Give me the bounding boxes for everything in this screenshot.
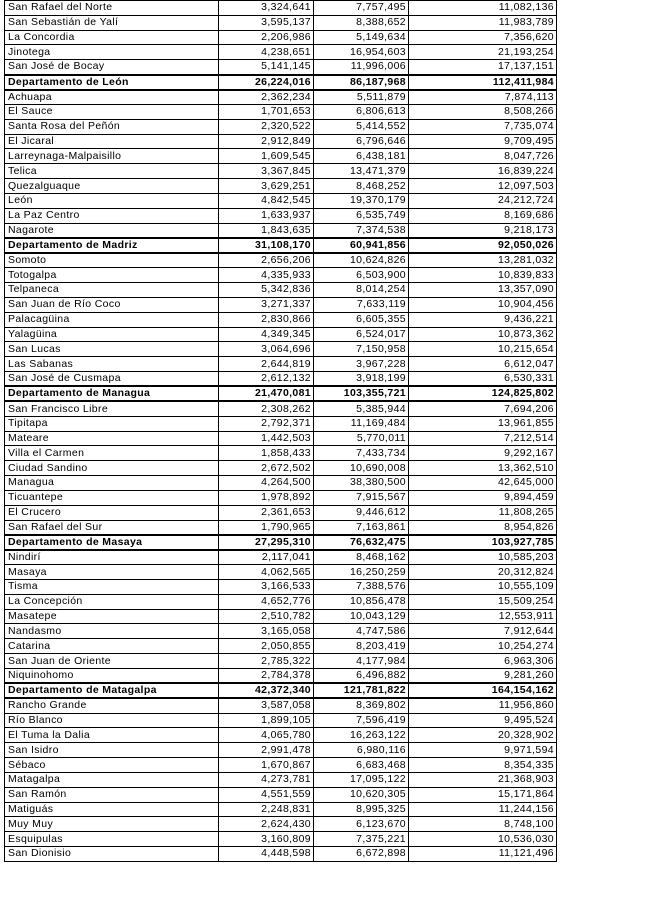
municipality-name-cell: Esquipulas (5, 832, 219, 847)
value-col2-cell: 4,177,984 (314, 654, 409, 669)
value-col1-cell: 1,899,105 (219, 713, 314, 728)
value-col1-cell: 4,448,598 (219, 847, 314, 862)
municipality-name-cell: Tipitapa (5, 416, 219, 431)
table-row (5, 446, 557, 461)
value-col1-cell: 4,842,545 (219, 193, 314, 208)
value-col1-cell: 2,320,522 (219, 119, 314, 134)
municipality-name-cell: San Dionisio (5, 847, 219, 862)
value-col3-cell: 16,839,224 (409, 164, 557, 179)
value-col1-cell: 5,342,836 (219, 283, 314, 298)
value-col3-cell: 7,912,644 (409, 624, 557, 639)
value-col3-cell: 8,748,100 (409, 817, 557, 832)
municipality-name-cell: Catarina (5, 639, 219, 654)
municipality-name-cell: Totogalpa (5, 268, 219, 283)
municipality-name-cell: El Tuma la Dalia (5, 728, 219, 743)
value-col1-cell: 1,609,545 (219, 149, 314, 164)
value-col1-cell: 3,165,058 (219, 624, 314, 639)
value-col1-cell: 2,117,041 (219, 550, 314, 565)
value-col1-cell: 2,792,371 (219, 416, 314, 431)
municipality-name-cell: Larreynaga-Malpaisillo (5, 149, 219, 164)
value-col3-cell: 9,709,495 (409, 134, 557, 149)
value-col3-cell: 11,983,789 (409, 15, 557, 30)
value-col1-cell: 4,551,559 (219, 787, 314, 802)
value-col3-cell: 7,735,074 (409, 119, 557, 134)
value-col3-cell: 11,808,265 (409, 505, 557, 520)
value-col3-cell: 10,555,109 (409, 579, 557, 594)
value-col3-cell: 9,281,260 (409, 668, 557, 683)
value-col2-cell: 6,503,900 (314, 268, 409, 283)
value-col1-cell: 2,362,234 (219, 90, 314, 105)
municipality-name-cell: San Francisco Libre (5, 401, 219, 416)
value-col2-cell: 4,747,586 (314, 624, 409, 639)
value-col3-cell: 17,137,151 (409, 60, 557, 75)
value-col1-cell: 2,784,378 (219, 668, 314, 683)
value-col2-cell: 7,374,538 (314, 223, 409, 238)
value-col3-cell: 103,927,785 (409, 535, 557, 550)
value-col1-cell: 1,701,653 (219, 104, 314, 119)
value-col1-cell: 4,264,500 (219, 476, 314, 491)
table-row (5, 134, 557, 149)
value-col2-cell: 7,633,119 (314, 297, 409, 312)
value-col2-cell: 76,632,475 (314, 535, 409, 550)
value-col1-cell: 2,785,322 (219, 654, 314, 669)
municipality-name-cell: Sébaco (5, 758, 219, 773)
value-col2-cell: 3,967,228 (314, 357, 409, 372)
table-row (5, 594, 557, 609)
department-total-row (5, 386, 557, 401)
value-col1-cell: 3,587,058 (219, 698, 314, 713)
table-row (5, 787, 557, 802)
department-total-row (5, 683, 557, 698)
value-col3-cell: 11,082,136 (409, 1, 557, 16)
table-row (5, 758, 557, 773)
value-col3-cell: 13,357,090 (409, 283, 557, 298)
table-row (5, 193, 557, 208)
value-col2-cell: 10,690,008 (314, 461, 409, 476)
table-row (5, 817, 557, 832)
value-col3-cell: 20,328,902 (409, 728, 557, 743)
value-col3-cell: 12,553,911 (409, 609, 557, 624)
table-row (5, 342, 557, 357)
municipality-name-cell: San Rafael del Norte (5, 1, 219, 16)
municipality-name-cell: Masaya (5, 565, 219, 580)
table-row (5, 401, 557, 416)
value-col2-cell: 5,385,944 (314, 401, 409, 416)
value-col1-cell: 4,065,780 (219, 728, 314, 743)
table-row (5, 372, 557, 387)
value-col2-cell: 121,781,822 (314, 683, 409, 698)
table-row (5, 253, 557, 268)
municipality-name-cell: El Sauce (5, 104, 219, 119)
value-col3-cell: 13,961,855 (409, 416, 557, 431)
value-col2-cell: 6,683,468 (314, 758, 409, 773)
value-col2-cell: 9,446,612 (314, 505, 409, 520)
value-col2-cell: 16,263,122 (314, 728, 409, 743)
municipality-name-cell: Río Blanco (5, 713, 219, 728)
value-col2-cell: 7,757,495 (314, 1, 409, 16)
value-col1-cell: 2,912,849 (219, 134, 314, 149)
value-col3-cell: 8,954,826 (409, 520, 557, 535)
value-col1-cell: 4,652,776 (219, 594, 314, 609)
value-col1-cell: 2,050,855 (219, 639, 314, 654)
value-col3-cell: 21,368,903 (409, 772, 557, 787)
municipality-name-cell: El Jicaral (5, 134, 219, 149)
value-col1-cell: 42,372,340 (219, 683, 314, 698)
value-col1-cell: 1,843,635 (219, 223, 314, 238)
table-row (5, 297, 557, 312)
municipality-name-cell: La Concepción (5, 594, 219, 609)
value-col3-cell: 6,612,047 (409, 357, 557, 372)
municipality-name-cell: San José de Bocay (5, 60, 219, 75)
value-col2-cell: 6,123,670 (314, 817, 409, 832)
table-row (5, 149, 557, 164)
value-col2-cell: 7,150,958 (314, 342, 409, 357)
value-col3-cell: 9,894,459 (409, 490, 557, 505)
table-row (5, 179, 557, 194)
table-row (5, 208, 557, 223)
value-col1-cell: 26,224,016 (219, 75, 314, 90)
table-row (5, 639, 557, 654)
value-col1-cell: 2,644,819 (219, 357, 314, 372)
value-col3-cell: 112,411,984 (409, 75, 557, 90)
municipality-name-cell: Villa el Carmen (5, 446, 219, 461)
municipality-name-cell: Masatepe (5, 609, 219, 624)
municipality-name-cell: Matiguás (5, 802, 219, 817)
municipality-name-cell: Tisma (5, 579, 219, 594)
table-row (5, 728, 557, 743)
value-col2-cell: 10,620,305 (314, 787, 409, 802)
table-row (5, 30, 557, 45)
value-col2-cell: 10,624,826 (314, 253, 409, 268)
municipality-name-cell: San Juan de Río Coco (5, 297, 219, 312)
value-col1-cell: 3,160,809 (219, 832, 314, 847)
table-row (5, 119, 557, 134)
table-row (5, 45, 557, 60)
table-row (5, 431, 557, 446)
municipality-name-cell: Ciudad Sandino (5, 461, 219, 476)
value-col3-cell: 9,436,221 (409, 312, 557, 327)
municipality-name-cell: Nagarote (5, 223, 219, 238)
value-col1-cell: 3,367,845 (219, 164, 314, 179)
value-col1-cell: 1,442,503 (219, 431, 314, 446)
value-col2-cell: 38,380,500 (314, 476, 409, 491)
table-row (5, 416, 557, 431)
table-row (5, 312, 557, 327)
municipality-name-cell: San José de Cusmapa (5, 372, 219, 387)
table-row (5, 743, 557, 758)
value-col1-cell: 4,273,781 (219, 772, 314, 787)
value-col1-cell: 1,670,867 (219, 758, 314, 773)
municipality-name-cell: León (5, 193, 219, 208)
municipality-name-cell: Departamento de Matagalpa (5, 683, 219, 698)
value-col3-cell: 6,530,331 (409, 372, 557, 387)
table-row (5, 90, 557, 105)
value-col3-cell: 92,050,026 (409, 238, 557, 253)
municipality-name-cell: El Crucero (5, 505, 219, 520)
value-col1-cell: 2,612,132 (219, 372, 314, 387)
municipality-name-cell: Ticuantepe (5, 490, 219, 505)
value-col2-cell: 11,169,484 (314, 416, 409, 431)
municipality-name-cell: Departamento de León (5, 75, 219, 90)
value-col2-cell: 6,672,898 (314, 847, 409, 862)
municipality-name-cell: San Juan de Oriente (5, 654, 219, 669)
value-col2-cell: 6,438,181 (314, 149, 409, 164)
table-row (5, 476, 557, 491)
table-row (5, 164, 557, 179)
table-row (5, 520, 557, 535)
value-col3-cell: 24,212,724 (409, 193, 557, 208)
municipality-name-cell: Niquinohomo (5, 668, 219, 683)
table-row (5, 505, 557, 520)
value-col2-cell: 6,806,613 (314, 104, 409, 119)
municipality-name-cell: San Rafael del Sur (5, 520, 219, 535)
value-col2-cell: 10,856,478 (314, 594, 409, 609)
value-col2-cell: 6,524,017 (314, 327, 409, 342)
value-col3-cell: 124,825,802 (409, 386, 557, 401)
value-col2-cell: 8,388,652 (314, 15, 409, 30)
value-col3-cell: 7,874,113 (409, 90, 557, 105)
value-col3-cell: 9,495,524 (409, 713, 557, 728)
value-col1-cell: 2,510,782 (219, 609, 314, 624)
value-col3-cell: 10,839,833 (409, 268, 557, 283)
table-row (5, 802, 557, 817)
value-col2-cell: 8,203,419 (314, 639, 409, 654)
value-col1-cell: 4,349,345 (219, 327, 314, 342)
value-col2-cell: 8,014,254 (314, 283, 409, 298)
value-col3-cell: 13,281,032 (409, 253, 557, 268)
value-col2-cell: 6,535,749 (314, 208, 409, 223)
value-col1-cell: 2,248,831 (219, 802, 314, 817)
value-col2-cell: 7,163,861 (314, 520, 409, 535)
value-col1-cell: 2,830,866 (219, 312, 314, 327)
municipality-name-cell: Achuapa (5, 90, 219, 105)
municipality-name-cell: San Sebastián de Yalí (5, 15, 219, 30)
table-row (5, 104, 557, 119)
table-row (5, 847, 557, 862)
value-col1-cell: 1,978,892 (219, 490, 314, 505)
value-col3-cell: 10,873,362 (409, 327, 557, 342)
table-row (5, 698, 557, 713)
table-row (5, 654, 557, 669)
value-col3-cell: 7,356,620 (409, 30, 557, 45)
value-col1-cell: 2,672,502 (219, 461, 314, 476)
municipality-name-cell: Somoto (5, 253, 219, 268)
municipality-name-cell: Nindirí (5, 550, 219, 565)
value-col3-cell: 11,956,860 (409, 698, 557, 713)
value-col1-cell: 1,633,937 (219, 208, 314, 223)
table-row (5, 327, 557, 342)
municipality-name-cell: Departamento de Masaya (5, 535, 219, 550)
department-total-row (5, 238, 557, 253)
value-col3-cell: 6,963,306 (409, 654, 557, 669)
value-col3-cell: 8,508,266 (409, 104, 557, 119)
value-col1-cell: 5,141,145 (219, 60, 314, 75)
value-col1-cell: 3,629,251 (219, 179, 314, 194)
table-row (5, 1, 557, 16)
table-row (5, 550, 557, 565)
value-col2-cell: 10,043,129 (314, 609, 409, 624)
value-col3-cell: 10,585,203 (409, 550, 557, 565)
value-col1-cell: 2,308,262 (219, 401, 314, 416)
value-col1-cell: 3,064,696 (219, 342, 314, 357)
value-col3-cell: 9,971,594 (409, 743, 557, 758)
value-col1-cell: 27,295,310 (219, 535, 314, 550)
department-total-row (5, 75, 557, 90)
value-col3-cell: 21,193,254 (409, 45, 557, 60)
municipality-name-cell: Departamento de Madriz (5, 238, 219, 253)
municipal-budget-table (4, 0, 557, 862)
table-row (5, 268, 557, 283)
value-col2-cell: 8,369,802 (314, 698, 409, 713)
table-row (5, 357, 557, 372)
value-col1-cell: 2,361,653 (219, 505, 314, 520)
value-col3-cell: 8,047,726 (409, 149, 557, 164)
table-row (5, 60, 557, 75)
value-col3-cell: 42,645,000 (409, 476, 557, 491)
value-col1-cell: 2,991,478 (219, 743, 314, 758)
table-row (5, 772, 557, 787)
value-col2-cell: 7,433,734 (314, 446, 409, 461)
municipality-name-cell: Yalagüina (5, 327, 219, 342)
value-col3-cell: 8,354,335 (409, 758, 557, 773)
value-col2-cell: 3,918,199 (314, 372, 409, 387)
value-col1-cell: 4,062,565 (219, 565, 314, 580)
municipality-name-cell: La Concordia (5, 30, 219, 45)
municipality-name-cell: Nandasmo (5, 624, 219, 639)
municipality-name-cell: Departamento de Managua (5, 386, 219, 401)
table-row (5, 461, 557, 476)
value-col3-cell: 8,169,686 (409, 208, 557, 223)
value-col2-cell: 7,388,576 (314, 579, 409, 594)
municipality-name-cell: La Paz Centro (5, 208, 219, 223)
municipality-name-cell: Telpaneca (5, 283, 219, 298)
value-col2-cell: 6,605,355 (314, 312, 409, 327)
table-row (5, 565, 557, 580)
value-col2-cell: 17,095,122 (314, 772, 409, 787)
value-col3-cell: 9,292,167 (409, 446, 557, 461)
table-row (5, 609, 557, 624)
table-row (5, 624, 557, 639)
municipality-name-cell: Quezalguaque (5, 179, 219, 194)
value-col1-cell: 1,858,433 (219, 446, 314, 461)
value-col2-cell: 13,471,379 (314, 164, 409, 179)
value-col1-cell: 1,790,965 (219, 520, 314, 535)
value-col3-cell: 10,215,654 (409, 342, 557, 357)
value-col2-cell: 7,915,567 (314, 490, 409, 505)
value-col2-cell: 8,995,325 (314, 802, 409, 817)
value-col2-cell: 6,496,882 (314, 668, 409, 683)
municipality-name-cell: San Ramón (5, 787, 219, 802)
table-row (5, 490, 557, 505)
value-col2-cell: 5,414,552 (314, 119, 409, 134)
value-col2-cell: 8,468,162 (314, 550, 409, 565)
value-col2-cell: 7,596,419 (314, 713, 409, 728)
value-col2-cell: 103,355,721 (314, 386, 409, 401)
table-body (5, 1, 557, 862)
municipality-name-cell: Las Sabanas (5, 357, 219, 372)
value-col3-cell: 9,218,173 (409, 223, 557, 238)
value-col1-cell: 3,324,641 (219, 1, 314, 16)
value-col1-cell: 3,166,533 (219, 579, 314, 594)
value-col3-cell: 10,904,456 (409, 297, 557, 312)
value-col1-cell: 3,595,137 (219, 15, 314, 30)
value-col2-cell: 8,468,252 (314, 179, 409, 194)
value-col2-cell: 5,511,879 (314, 90, 409, 105)
municipality-name-cell: Managua (5, 476, 219, 491)
municipality-name-cell: Palacagüina (5, 312, 219, 327)
value-col1-cell: 4,238,651 (219, 45, 314, 60)
value-col1-cell: 3,271,337 (219, 297, 314, 312)
value-col1-cell: 2,624,430 (219, 817, 314, 832)
value-col3-cell: 11,121,496 (409, 847, 557, 862)
value-col2-cell: 16,250,259 (314, 565, 409, 580)
municipality-name-cell: Muy Muy (5, 817, 219, 832)
table-row (5, 283, 557, 298)
table-row (5, 223, 557, 238)
table-row (5, 713, 557, 728)
value-col2-cell: 6,796,646 (314, 134, 409, 149)
municipality-name-cell: Jinotega (5, 45, 219, 60)
municipality-name-cell: San Isidro (5, 743, 219, 758)
value-col2-cell: 86,187,968 (314, 75, 409, 90)
value-col1-cell: 2,206,986 (219, 30, 314, 45)
value-col3-cell: 10,254,274 (409, 639, 557, 654)
value-col2-cell: 5,770,011 (314, 431, 409, 446)
value-col2-cell: 19,370,179 (314, 193, 409, 208)
value-col3-cell: 13,362,510 (409, 461, 557, 476)
value-col2-cell: 7,375,221 (314, 832, 409, 847)
value-col2-cell: 60,941,856 (314, 238, 409, 253)
value-col3-cell: 164,154,162 (409, 683, 557, 698)
value-col3-cell: 7,694,206 (409, 401, 557, 416)
value-col1-cell: 31,108,170 (219, 238, 314, 253)
value-col2-cell: 11,996,006 (314, 60, 409, 75)
value-col1-cell: 2,656,206 (219, 253, 314, 268)
value-col1-cell: 21,470,081 (219, 386, 314, 401)
value-col2-cell: 6,980,116 (314, 743, 409, 758)
value-col3-cell: 10,536,030 (409, 832, 557, 847)
municipality-name-cell: Mateare (5, 431, 219, 446)
table-row (5, 832, 557, 847)
value-col3-cell: 20,312,824 (409, 565, 557, 580)
value-col3-cell: 7,212,514 (409, 431, 557, 446)
municipality-name-cell: San Lucas (5, 342, 219, 357)
value-col3-cell: 12,097,503 (409, 179, 557, 194)
table-row (5, 579, 557, 594)
municipality-name-cell: Rancho Grande (5, 698, 219, 713)
value-col3-cell: 15,171,864 (409, 787, 557, 802)
value-col3-cell: 15,509,254 (409, 594, 557, 609)
municipality-name-cell: Telica (5, 164, 219, 179)
value-col2-cell: 16,954,603 (314, 45, 409, 60)
municipality-name-cell: Santa Rosa del Peñón (5, 119, 219, 134)
table-row (5, 668, 557, 683)
department-total-row (5, 535, 557, 550)
value-col1-cell: 4,335,933 (219, 268, 314, 283)
municipality-name-cell: Matagalpa (5, 772, 219, 787)
value-col3-cell: 11,244,156 (409, 802, 557, 817)
table-row (5, 15, 557, 30)
value-col2-cell: 5,149,634 (314, 30, 409, 45)
